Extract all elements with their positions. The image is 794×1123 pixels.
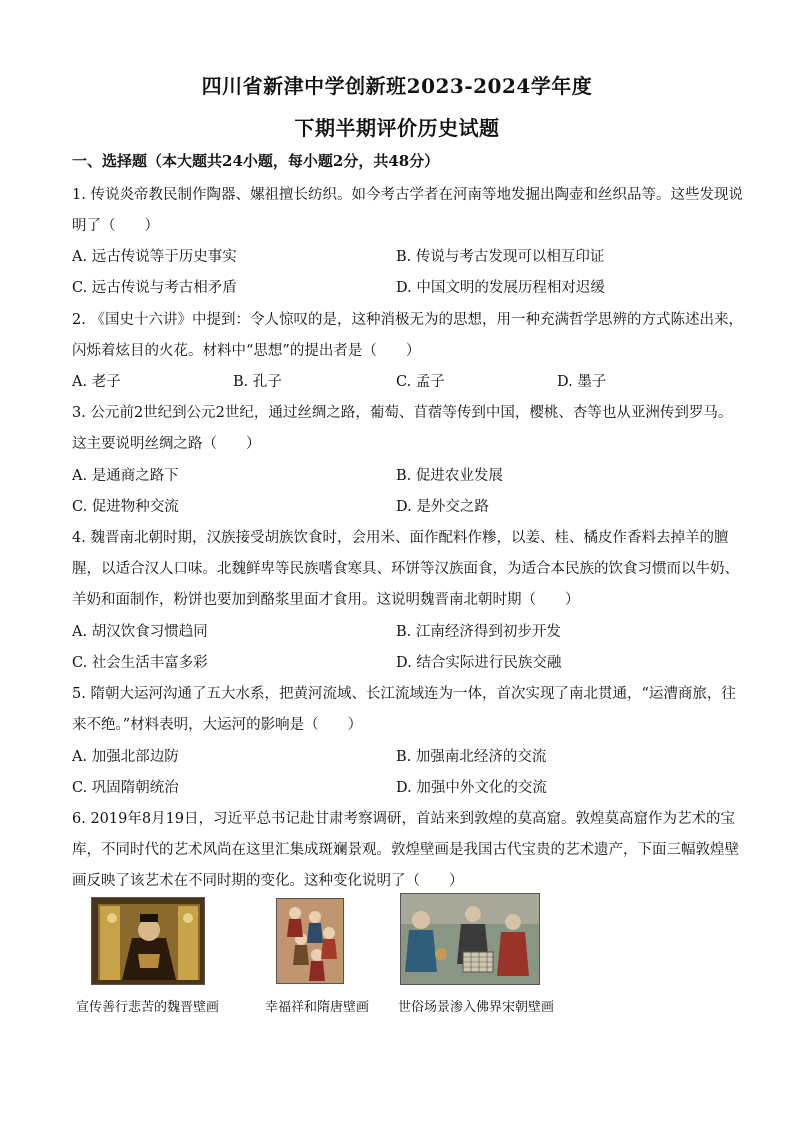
q3-option-d: D. 是外交之路 [396,499,489,515]
q1-stem-line1: 1. 传说炎帝教民制作陶器、嫘祖擅长纺织。如今考古学者在河南等地发掘出陶壶和丝织品等。这些发现说 [72,187,743,203]
q3-option-c: C. 促进物种交流 [72,499,179,515]
q5-stem-line2: 来不绝。”材料表明，大运河的影响是（ ） [72,717,363,733]
q1-option-c: C. 远古传说与考古相矛盾 [72,280,237,296]
q1-stem-line2: 明了（ ） [72,218,159,234]
q4-stem-line3: 羊奶和面制作，粉饼也要加到酪浆里面才食用。这说明魏晋南北朝时期（ ） [72,592,580,608]
weijin-mural-caption: 宣传善行悲苦的魏晋壁画 [76,1000,220,1015]
section-header: 一、选择题（本大题共24小题，每小题2分，共48分） [72,152,440,170]
suitang-mural-image [276,898,344,984]
q6-stem-line2: 库，不同时代的艺术风尚在这里汇集成斑斓景观。敦煌壁画是我国古代宝贵的艺术遗产，下面三幅敦煌壁 [72,842,739,858]
song-mural-caption: 世俗场景渗入佛界宋朝壁画 [398,1000,555,1015]
q5-option-a: A. 加强北部边防 [72,749,179,765]
q2-option-c: C. 孟子 [396,374,445,390]
q1-option-d: D. 中国文明的发展历程相对迟缓 [396,280,605,296]
q2-option-b: B. 孔子 [233,374,282,390]
q1-option-b: B. 传说与考古发现可以相互印证 [396,249,605,265]
q1-option-a: A. 远古传说等于历史事实 [72,249,237,265]
q4-stem-line2: 腥，以适合汉人口味。北魏鲜卑等民族嗜食寒具、环饼等汉族面食，为适合本民族的饮食习惯而以牛奶、 [72,561,739,577]
q3-option-a: A. 是通商之路下 [72,468,179,484]
q5-option-b: B. 加强南北经济的交流 [396,749,547,765]
q2-stem-line2: 闪烁着炫目的火花。材料中“思想”的提出者是（ ） [72,343,421,359]
q3-option-b: B. 促进农业发展 [396,468,503,484]
q5-stem-line1: 5. 隋朝大运河沟通了五大水系，把黄河流域、长江流域连为一体，首次实现了南北贯通，“运漕商旅，往 [72,686,736,702]
q4-option-b: B. 江南经济得到初步开发 [396,624,561,640]
q2-option-d: D. 墨子 [557,374,607,390]
song-mural-image [400,893,540,985]
q6-stem-line3: 画反映了该艺术在不同时期的变化。这种变化说明了（ ） [72,873,464,889]
q4-option-a: A. 胡汉饮食习惯趋同 [72,624,208,640]
q6-stem-line1: 6. 2019年8月19日，习近平总书记赴甘肃考察调研，首站来到敦煌的莫高窟。敦煌莫高窟作为艺术的宝 [72,811,736,827]
q4-option-c: C. 社会生活丰富多彩 [72,655,208,671]
q3-stem-line1: 3. 公元前2世纪到公元2世纪，通过丝绸之路，葡萄、苜蓿等传到中国，樱桃、杏等也从亚洲传到罗马。 [72,405,733,421]
q4-stem-line1: 4. 魏晋南北朝时期，汉族接受胡族饮食时，会用米、面作配料作糁，以姜、桂、橘皮作香料去掉羊的膻 [72,530,729,546]
exam-title-line1: 四川省新津中学创新班2023-2024学年度 [201,74,593,98]
q2-stem-line1: 2. 《国史十六讲》中提到：令人惊叹的是，这种消极无为的思想，用一种充满哲学思辨的方式陈述出来， [72,312,743,328]
exam-title-line2: 下期半期评价历史试题 [294,116,500,140]
q5-option-c: C. 巩固隋朝统治 [72,780,179,796]
q2-option-a: A. 老子 [72,374,121,390]
q5-option-d: D. 加强中外文化的交流 [396,780,547,796]
q4-option-d: D. 结合实际进行民族交融 [396,655,562,671]
suitang-mural-caption: 幸福祥和隋唐壁画 [265,1000,370,1015]
q3-stem-line2: 这主要说明丝绸之路（ ） [72,436,261,452]
weijin-mural-image [91,897,205,985]
